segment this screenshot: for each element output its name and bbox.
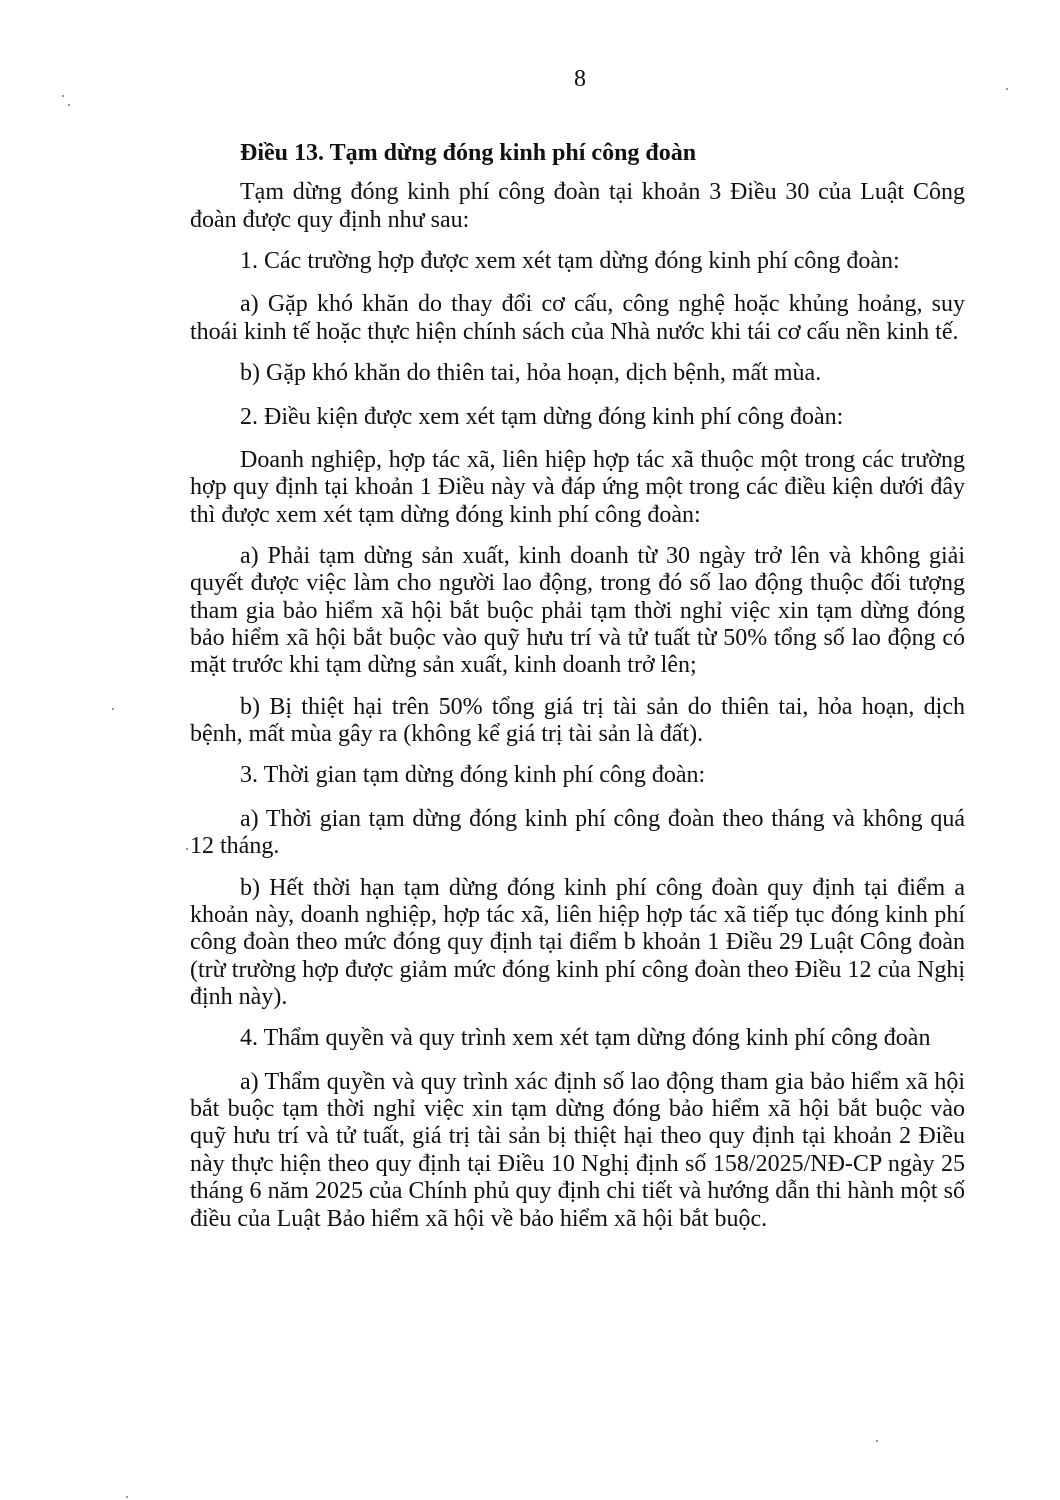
clause-2-heading: 2. Điều kiện được xem xét tạm dừng đóng kinh phí công đoàn:: [240, 403, 844, 430]
scan-speck: [68, 104, 70, 106]
article-title: Điều 13. Tạm dừng đóng kinh phí công đoàn: [240, 140, 697, 166]
scan-speck: [1006, 88, 1008, 90]
article-body: [190, 140, 965, 1247]
clause-2-point-b: b) Bị thiệt hại trên 50% tổng giá trị tài sản do thiên tai, hỏa hoạn, dịch bệnh, mất mùa gây ra (không kể giá trị tài sản là đất).: [190, 693, 965, 748]
scan-speck: [126, 1496, 128, 1498]
clause-3-point-b: b) Hết thời hạn tạm dừng đóng kinh phí công đoàn quy định tại điểm a khoản này, doanh nghiệp, hợp tác xã, liên hiệp hợp tác xã tiếp tục đóng kinh phí công đoàn theo mức đóng quy định tại điểm b khoản 1 Điều 29 Luật Công đoàn (trừ trường hợp được giảm mức đóng kinh phí công đoàn theo Điều 12 của Nghị định này).: [190, 874, 965, 1010]
clause-4-point-a: a) Thẩm quyền và quy trình xác định số lao động tham gia bảo hiểm xã hội bắt buộc tạm thời nghỉ việc xin tạm dừng đóng bảo hiểm xã hội bắt buộc vào quỹ hưu trí và tử tuất, giá trị tài sản bị thiệt hại theo quy định tại khoản 2 Điều này thực hiện theo quy định tại Điều 10 Nghị định số 158/2025/NĐ-CP ngày 25 tháng 6 năm 2025 của Chính phủ quy định chi tiết và hướng dẫn thi hành một số điều của Luật Bảo hiểm xã hội về bảo hiểm xã hội bắt buộc.: [190, 1068, 965, 1232]
clause-2-point-a: a) Phải tạm dừng sản xuất, kinh doanh từ 30 ngày trở lên và không giải quyết được việc làm cho người lao động, trong đó số lao động thuộc đối tượng tham gia bảo hiểm xã hội bắt buộc phải tạm thời nghỉ việc xin tạm dừng đóng bảo hiểm xã hội bắt buộc vào quỹ hưu trí và tử tuất từ 50% tổng số lao động có mặt trước khi tạm dừng sản xuất, kinh doanh trở lên;: [190, 542, 965, 679]
clause-3-heading: 3. Thời gian tạm dừng đóng kinh phí công đoàn:: [240, 762, 706, 789]
clause-2-intro: Doanh nghiệp, hợp tác xã, liên hiệp hợp tác xã thuộc một trong các trường hợp quy định tại khoản 1 Điều này và đáp ứng một trong các điều kiện dưới đây thì được xem xét tạm dừng đóng kinh phí công đoàn:: [190, 446, 965, 528]
clause-4-heading: 4. Thẩm quyền và quy trình xem xét tạm dừng đóng kinh phí công đoàn: [240, 1025, 931, 1052]
scan-speck: [186, 848, 188, 850]
page-number: 8: [574, 66, 586, 92]
clause-1-point-b: b) Gặp khó khăn do thiên tai, hỏa hoạn, dịch bệnh, mất mùa.: [240, 360, 822, 387]
clause-1-heading: 1. Các trường hợp được xem xét tạm dừng đóng kinh phí công đoàn:: [240, 248, 900, 275]
scan-speck: [876, 1440, 878, 1442]
clause-3-point-a: a) Thời gian tạm dừng đóng kinh phí công đoàn theo tháng và không quá 12 tháng.: [190, 805, 965, 860]
intro-paragraph: Tạm dừng đóng kinh phí công đoàn tại khoản 3 Điều 30 của Luật Công đoàn được quy định như sau:: [190, 179, 965, 233]
clause-1-point-a: a) Gặp khó khăn do thay đổi cơ cấu, công nghệ hoặc khủng hoảng, suy thoái kinh tế hoặc thực hiện chính sách của Nhà nước khi tái cơ cấu nền kinh tế.: [190, 291, 965, 345]
scan-speck: [112, 708, 114, 710]
scan-speck: [62, 95, 64, 97]
